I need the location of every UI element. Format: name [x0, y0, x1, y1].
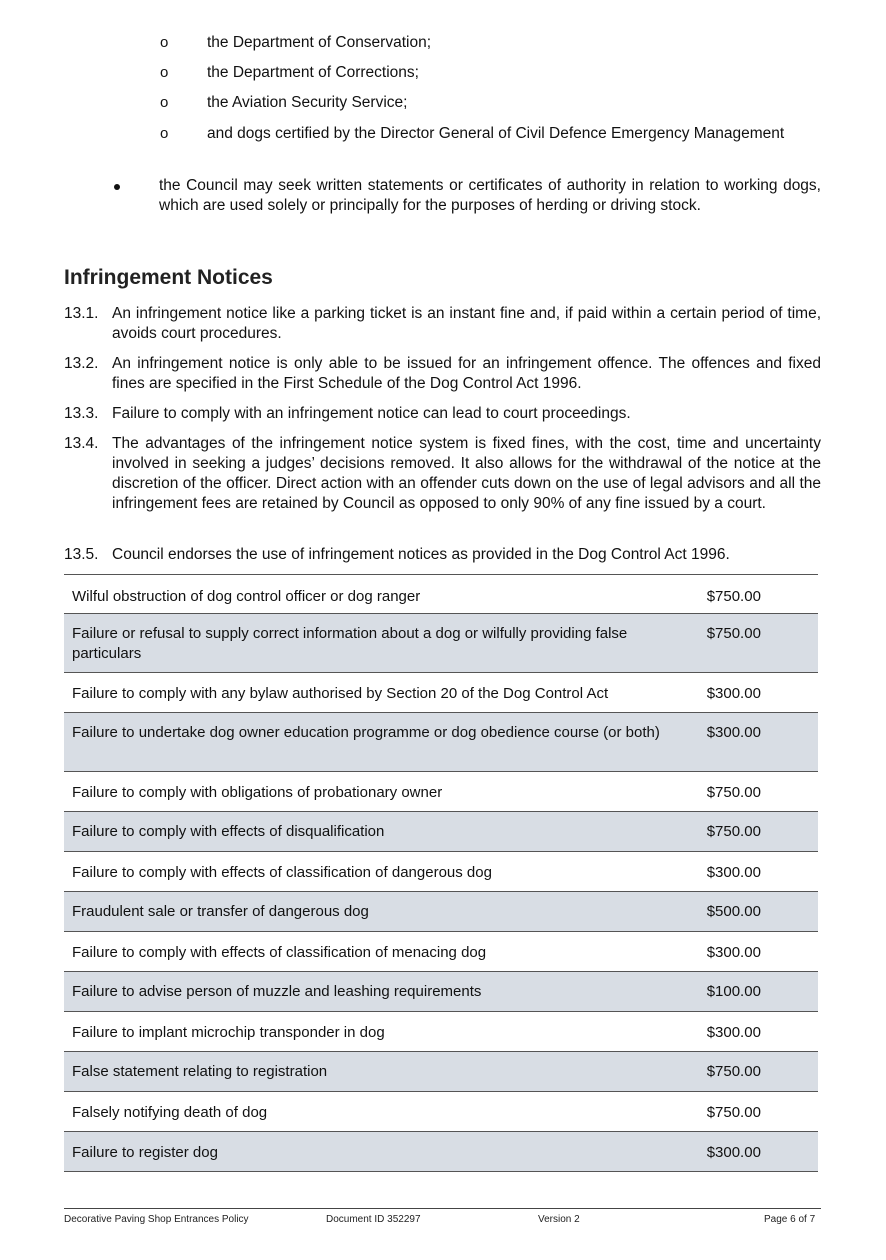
- table-row: [64, 772, 818, 812]
- fine-description: Failure to comply with any bylaw authorised by Section 20 of the Dog Control Act: [72, 685, 609, 702]
- section-heading: Infringement Notices: [64, 266, 273, 289]
- hollow-bullet-icon: o: [160, 64, 169, 81]
- fine-amount: $750.00: [699, 1052, 818, 1092]
- fine-description: False statement relating to registration: [64, 1052, 699, 1092]
- hollow-bullet-icon: o: [160, 94, 169, 111]
- table-row: [64, 575, 818, 614]
- fine-amount: $300.00: [706, 685, 761, 702]
- fine-description: Failure to undertake dog owner education programme or dog obedience course (or both): [64, 713, 699, 772]
- table-row: [64, 932, 818, 972]
- fine-description: Falsely notifying death of dog: [72, 1104, 268, 1121]
- paragraph-text: An infringement notice like a parking ticket is an instant fine and, if paid within a certain period of time, avoids court procedures.: [112, 305, 821, 342]
- sub-list-item-text: and dogs certified by the Director General of Civil Defence Emergency Management: [207, 125, 785, 142]
- table-row: [64, 1052, 818, 1092]
- infringement-fines-table: [64, 574, 818, 1172]
- fine-amount: $750.00: [706, 784, 761, 801]
- fine-amount: $750.00: [706, 588, 761, 605]
- table-row: [64, 852, 818, 892]
- fine-amount: $750.00: [699, 812, 818, 852]
- bullet-dot-icon: [114, 184, 120, 190]
- bullet-list-item-text: the Council may seek written statements or certificates of authority in relation to working dogs, which are used solely or principally for the purposes of herding or driving stock.: [159, 177, 821, 214]
- table-row: [64, 972, 818, 1012]
- paragraph-number: 13.2.: [64, 355, 99, 372]
- fine-description: Failure to comply with effects of disqualification: [64, 812, 699, 852]
- paragraph-text: Council endorses the use of infringement notices as provided in the Dog Control Act 1996.: [112, 546, 730, 563]
- table-row: [64, 1092, 818, 1132]
- hollow-bullet-icon: o: [160, 34, 169, 51]
- footer-page-number: Page 6 of 7: [764, 1214, 816, 1225]
- sub-list-item-text: the Department of Corrections;: [207, 64, 419, 81]
- fine-description: Failure to implant microchip transponder in dog: [72, 1024, 385, 1041]
- paragraph-number: 13.5.: [64, 546, 99, 563]
- paragraph-number: 13.3.: [64, 405, 99, 422]
- paragraph-number: 13.4.: [64, 435, 99, 452]
- paragraph-number: 13.1.: [64, 305, 99, 322]
- table-row: [64, 713, 818, 772]
- hollow-bullet-icon: o: [160, 125, 169, 142]
- fine-description: Failure to register dog: [64, 1132, 699, 1172]
- footer-version: Version 2: [538, 1214, 580, 1225]
- table-row: [64, 1012, 818, 1052]
- paragraph-text: Failure to comply with an infringement notice can lead to court proceedings.: [112, 405, 631, 422]
- fine-description: Fraudulent sale or transfer of dangerous dog: [64, 892, 699, 932]
- fine-description: Failure to advise person of muzzle and leashing requirements: [64, 972, 699, 1012]
- fine-amount: $100.00: [699, 972, 818, 1012]
- sub-list-item-text: the Aviation Security Service;: [207, 94, 408, 111]
- fine-description: Wilful obstruction of dog control officer or dog ranger: [72, 588, 421, 605]
- table-row: [64, 1132, 818, 1172]
- footer-document-id: Document ID 352297: [326, 1214, 421, 1225]
- table-row: [64, 892, 818, 932]
- fine-amount: $300.00: [706, 1024, 761, 1041]
- table-row: [64, 673, 818, 713]
- fine-description: Failure to comply with effects of classification of dangerous dog: [72, 864, 492, 881]
- fine-description: Failure to comply with obligations of probationary owner: [72, 784, 443, 801]
- paragraph-text: An infringement notice is only able to be issued for an infringement offence. The offences and fixed fines are specified in the First Schedule of the Dog Control Act 1996.: [112, 355, 821, 392]
- fine-description: Failure to comply with effects of classification of menacing dog: [72, 944, 487, 961]
- footer-policy-name: Decorative Paving Shop Entrances Policy: [64, 1214, 249, 1225]
- footer-divider: [64, 1208, 821, 1209]
- table-row: [64, 614, 818, 673]
- paragraph-text: The advantages of the infringement notice system is fixed fines, with the cost, time and uncertainty involved in seeking a judges’ decisions removed. It also allows for the withdrawal of the notice at the discretion of the officer. Direct action with an offender cuts down on the use of legal advisors and all the infringement fees are retained by Council as opposed to only 90% of any fine issued by a court.: [112, 435, 821, 512]
- fine-amount: $750.00: [699, 614, 818, 673]
- table-row: [64, 812, 818, 852]
- fine-amount: $750.00: [706, 1104, 761, 1121]
- fine-amount: $300.00: [706, 944, 761, 961]
- fine-amount: $300.00: [699, 1132, 818, 1172]
- fine-amount: $300.00: [699, 713, 818, 772]
- sub-list-item-text: the Department of Conservation;: [207, 34, 432, 51]
- fine-description: Failure or refusal to supply correct information about a dog or wilfully providing false particulars: [64, 614, 699, 673]
- fine-amount: $300.00: [706, 864, 761, 881]
- fine-amount: $500.00: [699, 892, 818, 932]
